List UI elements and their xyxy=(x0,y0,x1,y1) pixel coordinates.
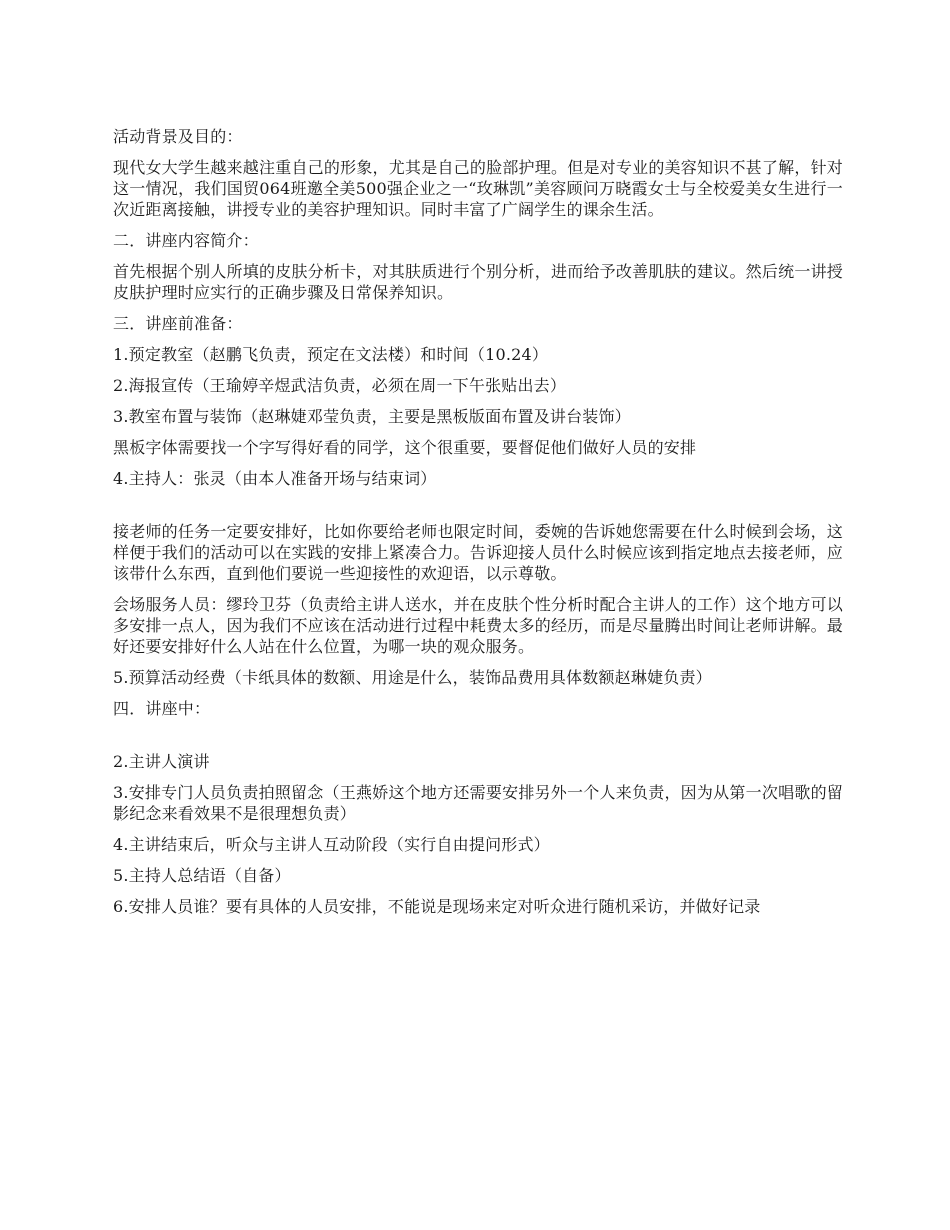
during-item-2: 2.主讲人演讲 xyxy=(113,752,210,771)
prep-item-3: 3.教室布置与装饰（赵琳婕邓莹负责，主要是黑板版面布置及讲台装饰） xyxy=(113,407,631,426)
blank-line xyxy=(113,729,843,751)
document-page xyxy=(113,126,843,927)
prep-item-1: 1.预定教室（赵鹏飞负责，预定在文法楼）和时间（10.24） xyxy=(113,345,549,364)
blank-line xyxy=(113,499,843,521)
during-item-5: 5.主持人总结语（自备） xyxy=(113,866,291,885)
during-item-4: 4.主讲结束后，听众与主讲人互动阶段（实行自由提问形式） xyxy=(113,835,550,854)
background-paragraph: 现代女大学生越来越注重自己的形象，尤其是自己的脸部护理。但是对专业的美容知识不甚了解，针对这一情况，我们国贸064班邀全美500强企业之一“玫琳凯”美容顾问万晓霞女士与全校爱美女生进行一次近距离接触，讲授专业的美容护理知识。同时丰富了广阔学生的课余生活。 xyxy=(113,158,843,219)
during-item-6: 6.安排人员谁？要有具体的人员安排，不能说是现场来定对听众进行随机采访，并做好记录 xyxy=(113,897,761,916)
venue-staff-paragraph: 会场服务人员：缪玲卫芬（负责给主讲人送水，并在皮肤个性分析时配合主讲人的工作）这个地方可以多安排一点人，因为我们不应该在活动进行过程中耗费太多的经历，而是尽量腾出时间让老师讲解。最好还要安排好什么人站在什么位置，为哪一块的观众服务。 xyxy=(113,595,843,656)
content-paragraph: 首先根据个别人所填的皮肤分析卡，对其肤质进行个别分析，进而给予改善肌肤的建议。然后统一讲授皮肤护理时应实行的正确步骤及日常保养知识。 xyxy=(113,262,843,302)
during-item-3: 3.安排专门人员负责拍照留念（王燕娇这个地方还需要安排另外一个人来负责，因为从第一次唱歌的留影纪念来看效果不是很理想负责） xyxy=(113,783,843,823)
section-heading-during: 四．讲座中： xyxy=(113,699,211,718)
prep-item-2: 2.海报宣传（王瑜婷辛煜武洁负责，必须在周一下午张贴出去） xyxy=(113,376,567,395)
prep-item-4: 4.主持人：张灵（由本人准备开场与结束词） xyxy=(113,469,437,488)
blackboard-note: 黑板字体需要找一个字写得好看的同学，这个很重要，要督促他们做好人员的安排 xyxy=(113,438,697,457)
section-heading-content: 二．讲座内容简介： xyxy=(113,231,259,250)
section-heading-background: 活动背景及目的： xyxy=(113,127,243,146)
prep-item-5: 5.预算活动经费（卡纸具体的数额、用途是什么，装饰品费用具体数额赵琳婕负责） xyxy=(113,668,712,687)
section-heading-preparation: 三．讲座前准备： xyxy=(113,314,243,333)
teacher-pickup-paragraph: 接老师的任务一定要安排好，比如你要给老师也限定时间，委婉的告诉她您需要在什么时候到会场，这样便于我们的活动可以在实践的安排上紧凑合力。告诉迎接人员什么时候应该到指定地点去接老师，应该带什么东西，直到他们要说一些迎接性的欢迎语，以示尊敬。 xyxy=(113,522,843,583)
